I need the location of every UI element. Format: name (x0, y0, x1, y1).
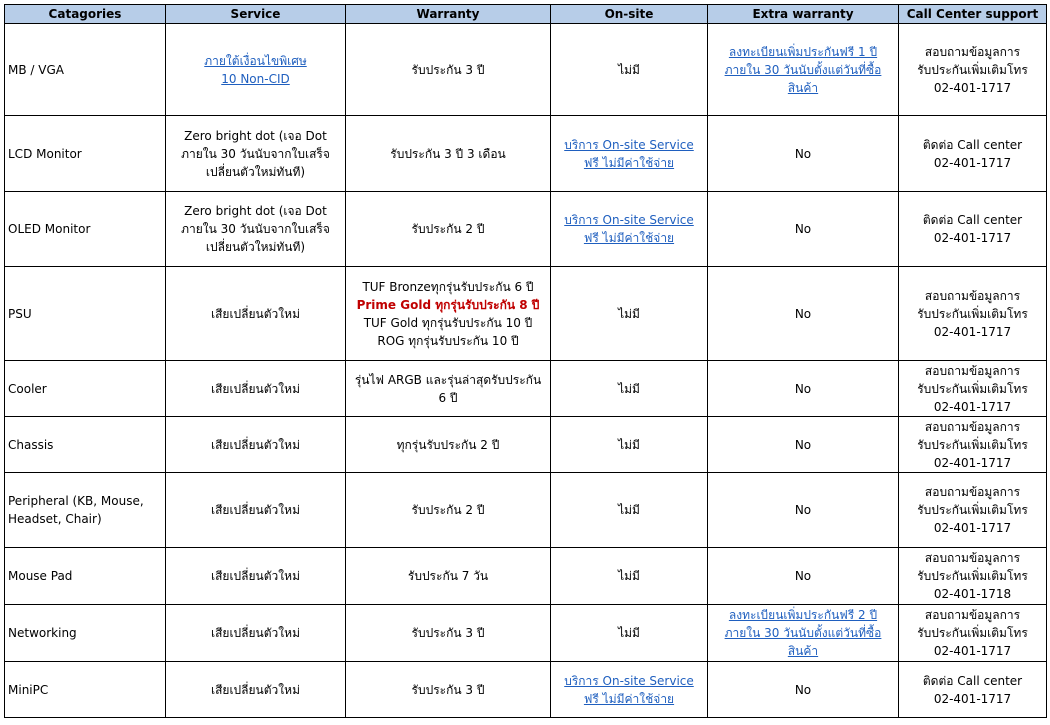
warranty-table (4, 4, 1047, 718)
extra-warranty-cell: No (708, 361, 899, 417)
onsite-cell: ไม่มี (551, 548, 708, 605)
header-service: Service (166, 5, 346, 24)
category-cell: MB / VGA (5, 24, 166, 116)
service-cell (166, 24, 346, 116)
category-cell: Mouse Pad (5, 548, 166, 605)
category-cell: Networking (5, 605, 166, 662)
onsite-cell: ไม่มี (551, 361, 708, 417)
onsite-cell: ไม่มี (551, 24, 708, 116)
header-call-center: Call Center support (899, 5, 1047, 24)
warranty-cell: รับประกัน 3 ปี (346, 662, 551, 718)
call-center-cell: สอบถามข้อมูลการ รับประกันเพิ่มเติมโทร 02-401-1717 (899, 417, 1047, 473)
warranty-cell: รับประกัน 3 ปี 3 เดือน (346, 116, 551, 192)
header-categories: Catagories (5, 5, 166, 24)
category-cell: MiniPC (5, 662, 166, 718)
extra-warranty-cell: No (708, 267, 899, 361)
call-center-cell: ติดต่อ Call center 02-401-1717 (899, 192, 1047, 267)
warranty-cell: ทุกรุ่นรับประกัน 2 ปี (346, 417, 551, 473)
extra-warranty-link[interactable]: สินค้า (787, 644, 819, 658)
header-row (5, 5, 1047, 24)
service-cell: เสียเปลี่ยนตัวใหม่ (166, 267, 346, 361)
onsite-service-link[interactable]: บริการ On-site Service (564, 673, 694, 688)
call-center-cell: สอบถามข้อมูลการ รับประกันเพิ่มเติมโทร 02-401-1717 (899, 473, 1047, 548)
extra-warranty-cell: No (708, 417, 899, 473)
warranty-cell: รับประกัน 2 ปี (346, 192, 551, 267)
onsite-cell (551, 116, 708, 192)
table-row (5, 417, 1047, 473)
onsite-cell: ไม่มี (551, 267, 708, 361)
category-cell: Chassis (5, 417, 166, 473)
table-row (5, 192, 1047, 267)
call-center-cell: สอบถามข้อมูลการ รับประกันเพิ่มเติมโทร 02-401-1718 (899, 548, 1047, 605)
service-cell: เสียเปลี่ยนตัวใหม่ (166, 473, 346, 548)
onsite-service-link[interactable]: ฟรี ไม่มีค่าใช้จ่าย (583, 691, 675, 706)
table-row (5, 662, 1047, 718)
extra-warranty-cell (708, 24, 899, 116)
extra-warranty-cell (708, 605, 899, 662)
header-onsite: On-site (551, 5, 708, 24)
service-cell: เสียเปลี่ยนตัวใหม่ (166, 662, 346, 718)
category-cell: Cooler (5, 361, 166, 417)
extra-warranty-link[interactable]: สินค้า (787, 80, 819, 95)
table-row (5, 548, 1047, 605)
service-cell: Zero bright dot (เจอ Dot ภายใน 30 วันนับจากใบเสร็จ เปลี่ยนตัวใหม่ทันที) (166, 192, 346, 267)
service-cell: เสียเปลี่ยนตัวใหม่ (166, 548, 346, 605)
onsite-service-link[interactable]: ฟรี ไม่มีค่าใช้จ่าย (583, 155, 675, 170)
onsite-service-link[interactable]: ฟรี ไม่มีค่าใช้จ่าย (583, 231, 675, 245)
service-link[interactable]: 10 Non-CID (221, 71, 290, 86)
call-center-cell: ติดต่อ Call center 02-401-1717 (899, 116, 1047, 192)
table-row (5, 361, 1047, 417)
extra-warranty-cell: No (708, 116, 899, 192)
warranty-cell: รับประกัน 7 วัน (346, 548, 551, 605)
extra-warranty-link[interactable]: ภายใน 30 วันนับตั้งแต่วันที่ซื้อ (724, 62, 882, 77)
call-center-cell: ติดต่อ Call center 02-401-1717 (899, 662, 1047, 718)
table-row (5, 24, 1047, 116)
extra-warranty-cell: No (708, 548, 899, 605)
call-center-cell: สอบถามข้อมูลการ รับประกันเพิ่มเติมโทร 02-401-1717 (899, 24, 1047, 116)
onsite-service-link[interactable]: บริการ On-site Service (564, 213, 694, 227)
service-cell: เสียเปลี่ยนตัวใหม่ (166, 605, 346, 662)
call-center-cell: สอบถามข้อมูลการ รับประกันเพิ่มเติมโทร 02-401-1717 (899, 361, 1047, 417)
onsite-cell (551, 192, 708, 267)
warranty-cell: TUF Bronzeทุกรุ่นรับประกัน 6 ปี Prime Gold ทุกรุ่นรับประกัน 8 ปี TUF Gold ทุกรุ่นรับประกัน 10 ปี ROG ทุกรุ่นรับประกัน 10 ปี (346, 267, 551, 361)
category-cell: Peripheral (KB, Mouse, Headset, Chair) (5, 473, 166, 548)
category-cell: PSU (5, 267, 166, 361)
call-center-cell: สอบถามข้อมูลการ รับประกันเพิ่มเติมโทร 02-401-1717 (899, 605, 1047, 662)
table-row (5, 116, 1047, 192)
service-cell: เสียเปลี่ยนตัวใหม่ (166, 361, 346, 417)
extra-warranty-cell: No (708, 473, 899, 548)
warranty-cell: รับประกัน 2 ปี (346, 473, 551, 548)
header-extra-warranty: Extra warranty (708, 5, 899, 24)
highlighted-warranty: Prime Gold ทุกรุ่นรับประกัน 8 ปี (356, 297, 540, 312)
extra-warranty-cell: No (708, 192, 899, 267)
extra-warranty-link[interactable]: ภายใน 30 วันนับตั้งแต่วันที่ซื้อ (724, 626, 882, 640)
service-link[interactable]: ภายใต้เงื่อนไขพิเศษ (204, 53, 307, 68)
header-warranty: Warranty (346, 5, 551, 24)
warranty-cell: รับประกัน 3 ปี (346, 605, 551, 662)
category-cell: LCD Monitor (5, 116, 166, 192)
onsite-cell: ไม่มี (551, 473, 708, 548)
table-row (5, 267, 1047, 361)
table-row (5, 605, 1047, 662)
extra-warranty-link[interactable]: ลงทะเบียนเพิ่มประกันฟรี 1 ปี (728, 44, 878, 59)
onsite-cell (551, 662, 708, 718)
warranty-cell: รับประกัน 3 ปี (346, 24, 551, 116)
extra-warranty-cell: No (708, 662, 899, 718)
onsite-cell: ไม่มี (551, 605, 708, 662)
category-cell: OLED Monitor (5, 192, 166, 267)
onsite-cell: ไม่มี (551, 417, 708, 473)
warranty-cell: รุ่นไฟ ARGB และรุ่นล่าสุดรับประกัน 6 ปี (346, 361, 551, 417)
onsite-service-link[interactable]: บริการ On-site Service (564, 137, 694, 152)
service-cell: Zero bright dot (เจอ Dot ภายใน 30 วันนับจากใบเสร็จ เปลี่ยนตัวใหม่ทันที) (166, 116, 346, 192)
call-center-cell: สอบถามข้อมูลการ รับประกันเพิ่มเติมโทร 02-401-1717 (899, 267, 1047, 361)
table-row (5, 473, 1047, 548)
service-cell: เสียเปลี่ยนตัวใหม่ (166, 417, 346, 473)
extra-warranty-link[interactable]: ลงทะเบียนเพิ่มประกันฟรี 2 ปี (728, 608, 878, 622)
